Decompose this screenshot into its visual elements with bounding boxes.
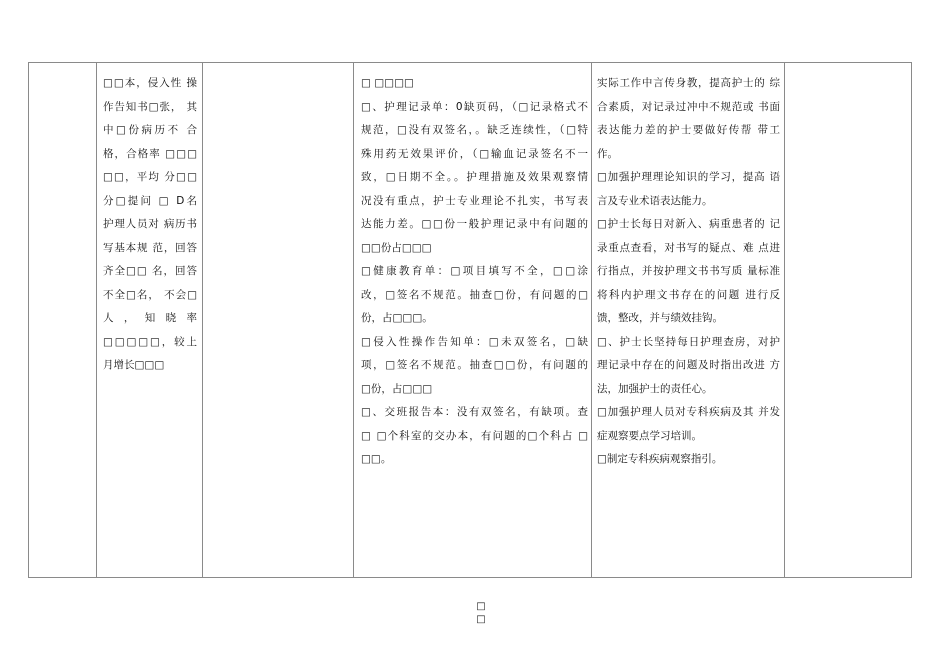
page-number-glyph: □ (476, 614, 486, 625)
column-divider (96, 62, 97, 577)
text-line: 表达能力差的护士要做好传帮 带工 (597, 124, 780, 136)
text-line: □制定专科疾病观察指引。 (597, 453, 723, 465)
text-line: □ □个科室的交办本，有问题的□个科占 □ (361, 429, 588, 442)
text-line: □加强护理人员对专科疾病及其 并发 (597, 406, 780, 418)
text-line: 写基本规 范，回答 (103, 241, 197, 254)
text-line: 况没有重点，护士专业理论不扎实，书写表 (361, 194, 588, 207)
text-line: 合素质，对记录过冲中不规范或 书面 (597, 100, 780, 113)
text-line: 馈，整改，并与绩效挂钩。 (597, 312, 723, 324)
column-divider (591, 62, 592, 577)
text-line: 将科内护理文书存在的问题 进行反 (597, 288, 780, 301)
text-line: 理记录中存在的问题及时指出改进 方 (597, 359, 780, 371)
text-line: □ □□□□ (361, 77, 414, 89)
text-line: 份，占□□□。 (361, 312, 433, 324)
page-number (472, 600, 490, 626)
text-line: 达能力差。□□份一般护理记录中有问题的 (361, 218, 588, 230)
text-line: □□。 (361, 453, 392, 465)
text-line: 作告知书□张， 其 (103, 100, 197, 113)
text-line: 改，□签名不规范。抽查□份，有问题的□ (361, 288, 588, 301)
column-divider (353, 62, 354, 577)
text-line: 致，□日期不全。。护理措施及效果观察情 (361, 171, 588, 183)
text-line: □健康教育单：□项目填写不全，□□涂 (361, 265, 588, 277)
text-line: □□□□□，较上 (103, 335, 197, 348)
text-line: 录重点查看，对书写的疑点、难 点进 (597, 241, 780, 254)
inspection-results-cell (103, 72, 197, 378)
column-divider (784, 62, 785, 577)
text-line: □□本，侵入性 操 (103, 77, 197, 89)
text-line: 不全□名， 不会□ (103, 288, 197, 301)
text-line: 人 ， 知 晓 率 (103, 312, 197, 324)
text-line: □□份占□□□ (361, 241, 432, 254)
text-line: 项，□签名不规范。抽查□□份，有问题的 (361, 359, 588, 371)
text-line: 分□提问 □ D名 (103, 194, 197, 207)
text-line: 言及专业术语表达能力。 (597, 194, 713, 207)
text-line: 格，合格率 □□□ (103, 147, 197, 160)
column-divider (202, 62, 203, 577)
text-line: □侵入性操作告知单：□未双签名，□缺 (361, 335, 588, 348)
improvement-measures-cell (597, 72, 780, 472)
text-line: □、护士长坚持每日护理查房，对护 (597, 335, 780, 348)
text-line: 月增长□□□ (103, 359, 165, 371)
text-line: □、交班报告本：没有双签名，有缺项。查 (361, 406, 588, 418)
text-line: 作。 (597, 147, 618, 160)
text-line: 症观察要点学习培训。 (597, 429, 702, 442)
text-line: 法，加强护士的责任心。 (597, 382, 713, 395)
problems-found-cell (361, 72, 588, 472)
text-line: 实际工作中言传身教，提高护士的 综 (597, 77, 780, 89)
column-divider (28, 62, 29, 577)
text-line: □加强护理理论知识的学习，提高 语 (597, 171, 780, 183)
text-line: □护士长每日对新入、病重患者的 记 (597, 218, 780, 230)
text-line: 殊用药无效果评价，（□输血记录签名不一 (361, 147, 588, 160)
column-divider (911, 62, 912, 577)
text-line: 中□份病历不 合 (103, 124, 197, 136)
text-line: 规范，□没有双签名，。缺乏连续性，（□特 (361, 124, 588, 136)
text-line: 行指点，并按护理文书书写质 量标准 (597, 265, 780, 277)
text-line: □、护理记录单：0缺页码，（□记录格式不 (361, 100, 588, 113)
page-number-glyph: □ (476, 601, 486, 612)
table-top-border (28, 62, 912, 63)
table-bottom-border (28, 577, 912, 578)
text-line: 护理人员对 病历书 (103, 218, 197, 230)
text-line: 齐全□□ 名，回答 (103, 265, 197, 277)
text-line: □份，占□□□ (361, 382, 433, 395)
text-line: □□，平均 分□□ (103, 171, 197, 183)
